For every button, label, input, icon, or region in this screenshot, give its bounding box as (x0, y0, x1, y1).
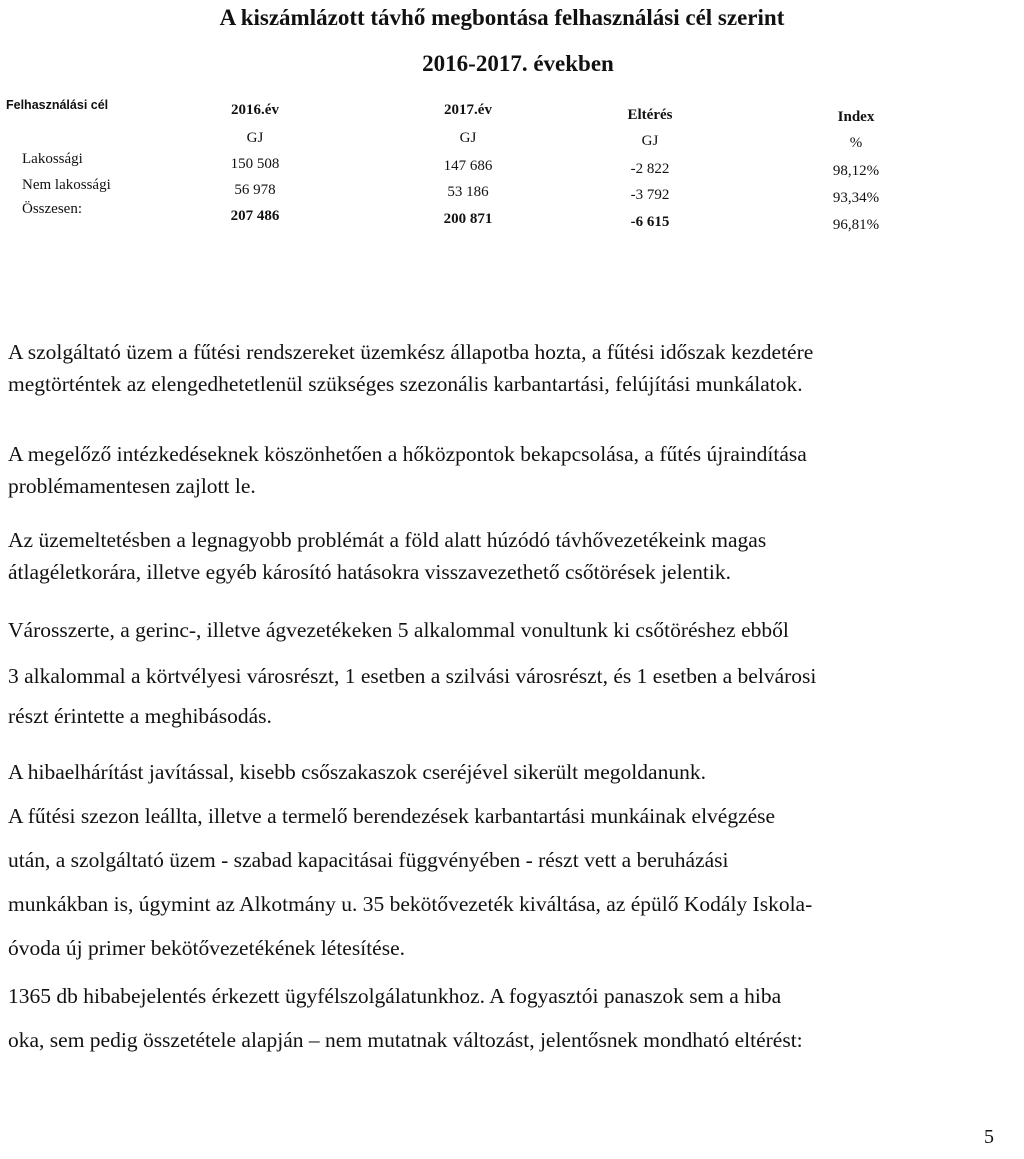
paragraph-line: Városszerte, a gerinc-, illetve ágvezetékeken 5 alkalommal vonultunk ki csőtöréshez ebből (8, 618, 789, 642)
column-unit-2016: GJ (246, 130, 264, 146)
row-label: Nem lakossági (22, 177, 111, 193)
page-subtitle: 2016-2017. években (422, 51, 614, 76)
cell-2017: 53 186 (447, 184, 489, 200)
row-label: Lakossági (22, 151, 83, 167)
paragraph (8, 336, 1020, 400)
paragraph-line: problémamentesen zajlott le. (8, 474, 256, 498)
paragraph-line: óvoda új primer bekötővezetékének létesítése. (8, 936, 405, 960)
cell-2016: 207 486 (230, 208, 280, 224)
paragraph-line: megtörténtek az elengedhetetlenül szükséges szezonális karbantartási, felújítási munkálatok. (8, 372, 803, 396)
cell-difference: -6 615 (630, 214, 670, 230)
paragraph-line: után, a szolgáltató üzem - szabad kapacitásai függvényében - részt vett a beruházási (8, 848, 729, 872)
paragraph (8, 524, 1020, 588)
cell-index: 96,81% (832, 217, 880, 233)
cell-2017: 147 686 (443, 158, 493, 174)
column-header-difference: Eltérés (627, 107, 673, 123)
paragraph (8, 756, 1020, 788)
paragraph-line: Az üzemeltetésben a legnagyobb problémát a föld alatt húzódó távhővezetékeink magas (8, 528, 767, 552)
paragraph-line: részt érintette a meghibásodás. (8, 704, 272, 728)
cell-2016: 150 508 (230, 156, 280, 172)
paragraph-line: A hibaelhárítást javítással, kisebb csőszakaszok cseréjével sikerült megoldanunk. (8, 760, 706, 784)
column-unit-2017: GJ (459, 130, 477, 146)
paragraph-line: átlagéletkorára, illetve egyéb károsító hatásokra visszavezethető csőtörések jelentik. (8, 560, 731, 584)
paragraph (8, 980, 1020, 1056)
cell-2017: 200 871 (443, 211, 493, 227)
column-unit-index: % (849, 135, 863, 151)
row-label: Összesen: (22, 201, 82, 217)
cell-difference: -2 822 (630, 161, 670, 177)
paragraph-line: A megelőző intézkedéseknek köszönhetően a hőközpontok bekapcsolása, a fűtés újraindítása (8, 442, 807, 466)
cell-2016: 56 978 (234, 182, 276, 198)
column-header-2016: 2016.év (231, 102, 279, 118)
cell-difference: -3 792 (630, 187, 670, 203)
column-header-index: Index (837, 109, 875, 125)
paragraph-line: oka, sem pedig összetétele alapján – nem mutatnak változást, jelentősnek mondható eltérést: (8, 1028, 803, 1052)
cell-index: 93,34% (832, 190, 880, 206)
page-number: 5 (984, 1126, 994, 1148)
table-corner-label: Felhasználási cél (6, 98, 109, 112)
paragraph-line: 3 alkalommal a körtvélyesi városrészt, 1 esetben a szilvási városrészt, és 1 esetben a belvárosi (8, 664, 817, 688)
page-title: A kiszámlázott távhő megbontása felhasználási cél szerint (219, 5, 785, 30)
paragraph-line: A fűtési szezon leállta, illetve a termelő berendezések karbantartási munkáinak elvégzése (8, 804, 776, 828)
paragraph (8, 800, 1020, 964)
column-header-2017: 2017.év (444, 102, 492, 118)
paragraph (8, 438, 1020, 502)
column-unit-difference: GJ (641, 133, 659, 149)
paragraph-line: 1365 db hibabejelentés érkezett ügyfélszolgálatunkhoz. A fogyasztói panaszok sem a hiba (8, 984, 782, 1008)
paragraph (8, 614, 1020, 732)
paragraph-line: A szolgáltató üzem a fűtési rendszereket üzemkész állapotba hozta, a fűtési időszak kezdetére (8, 340, 814, 364)
paragraph-line: munkákban is, úgymint az Alkotmány u. 35 bekötővezeték kiváltása, az épülő Kodály Iskola- (8, 892, 813, 916)
cell-index: 98,12% (832, 163, 880, 179)
